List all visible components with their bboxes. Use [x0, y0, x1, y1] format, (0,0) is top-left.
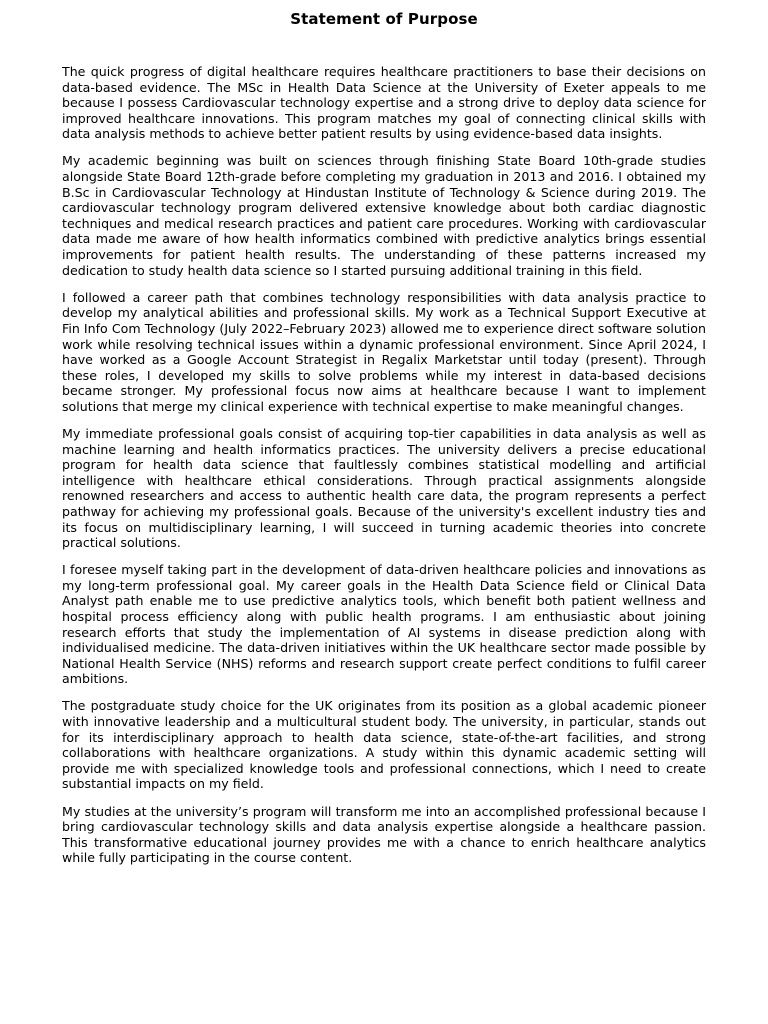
paragraph-academic-background: My academic beginning was built on sciences through finishing State Board 10th-grade studies alongside State Board 12th-grade before completing my graduation in 2013 and 2016. I obtained my B.Sc in Cardiovascular Technology at Hindustan Institute of Technology & Science during 2019. The cardiovascular technology program delivered extensive knowledge about both cardiac diagnostic techniques and medical research practices and patient care procedures. Working with cardiovascular data made me aware of how health informatics combined with predictive analytics brings essential improvements for patient health results. The understanding of these patterns increased my dedication to study health data science so I started pursuing additional training in this field. [62, 153, 706, 278]
page-title: Statement of Purpose [290, 10, 478, 28]
document-page [62, 0, 706, 877]
document-body [62, 64, 706, 866]
paragraph-career-path: I followed a career path that combines technology responsibilities with data analysis practice to develop my analytical abilities and professional skills. My work as a Technical Support Executive at Fin Info Com Technology (July 2022–February 2023) allowed me to experience direct software solution work while resolving technical issues within a dynamic professional environment. Since April 2024, I have worked as a Google Account Strategist in Regalix Marketstar until today (present). Through these roles, I developed my skills to solve problems while my interest in data-based decisions became stronger. My professional focus now aims at healthcare because I want to implement solutions that merge my clinical experience with technical expertise to make meaningful changes. [62, 289, 706, 414]
paragraph-why-uk: The postgraduate study choice for the UK originates from its position as a global academic pioneer with innovative leadership and a multicultural student body. The university, in particular, stands out for its interdisciplinary approach to health data science, state-of-the-art facilities, and strong collaborations with healthcare organizations. A study within this dynamic academic setting will provide me with specialized knowledge tools and professional connections, which I need to create substantial impacts on my field. [62, 698, 706, 792]
paragraph-long-term-goals: I foresee myself taking part in the development of data-driven healthcare policies and innovations as my long-term professional goal. My career goals in the Health Data Science field or Clinical Data Analyst path enable me to use predictive analytics tools, which benefit both patient wellness and hospital process efficiency along with public health programs. I am enthusiastic about joining research efforts that study the implementation of AI systems in disease prediction along with individualised medicine. The data-driven initiatives within the UK healthcare sector made possible by National Health Service (NHS) reforms and research support create perfect conditions to fulfil career ambitions. [62, 562, 706, 687]
paragraph-conclusion: My studies at the university’s program will transform me into an accomplished professional because I bring cardiovascular technology skills and data analysis expertise alongside a healthcare passion. This transformative educational journey provides me with a chance to enrich healthcare analytics while fully participating in the course content. [62, 803, 706, 866]
paragraph-introduction: The quick progress of digital healthcare requires healthcare practitioners to base their decisions on data-based evidence. The MSc in Health Data Science at the University of Exeter appeals to me because I possess Cardiovascular technology expertise and a strong drive to deploy data science for improved healthcare innovations. This program matches my goal of connecting clinical skills with data analysis methods to achieve better patient results by using evidence-based data insights. [62, 64, 706, 142]
paragraph-immediate-goals: My immediate professional goals consist of acquiring top-tier capabilities in data analysis as well as machine learning and health informatics practices. The university delivers a precise educational program for health data science that faultlessly combines statistical modelling and artificial intelligence with healthcare ethical considerations. Through practical assignments alongside renowned researchers and access to authentic health care data, the program represents a perfect pathway for achieving my professional goals. Because of the university's excellent industry ties and its focus on multidisciplinary learning, I will succeed in turning academic theories into concrete practical solutions. [62, 425, 706, 551]
